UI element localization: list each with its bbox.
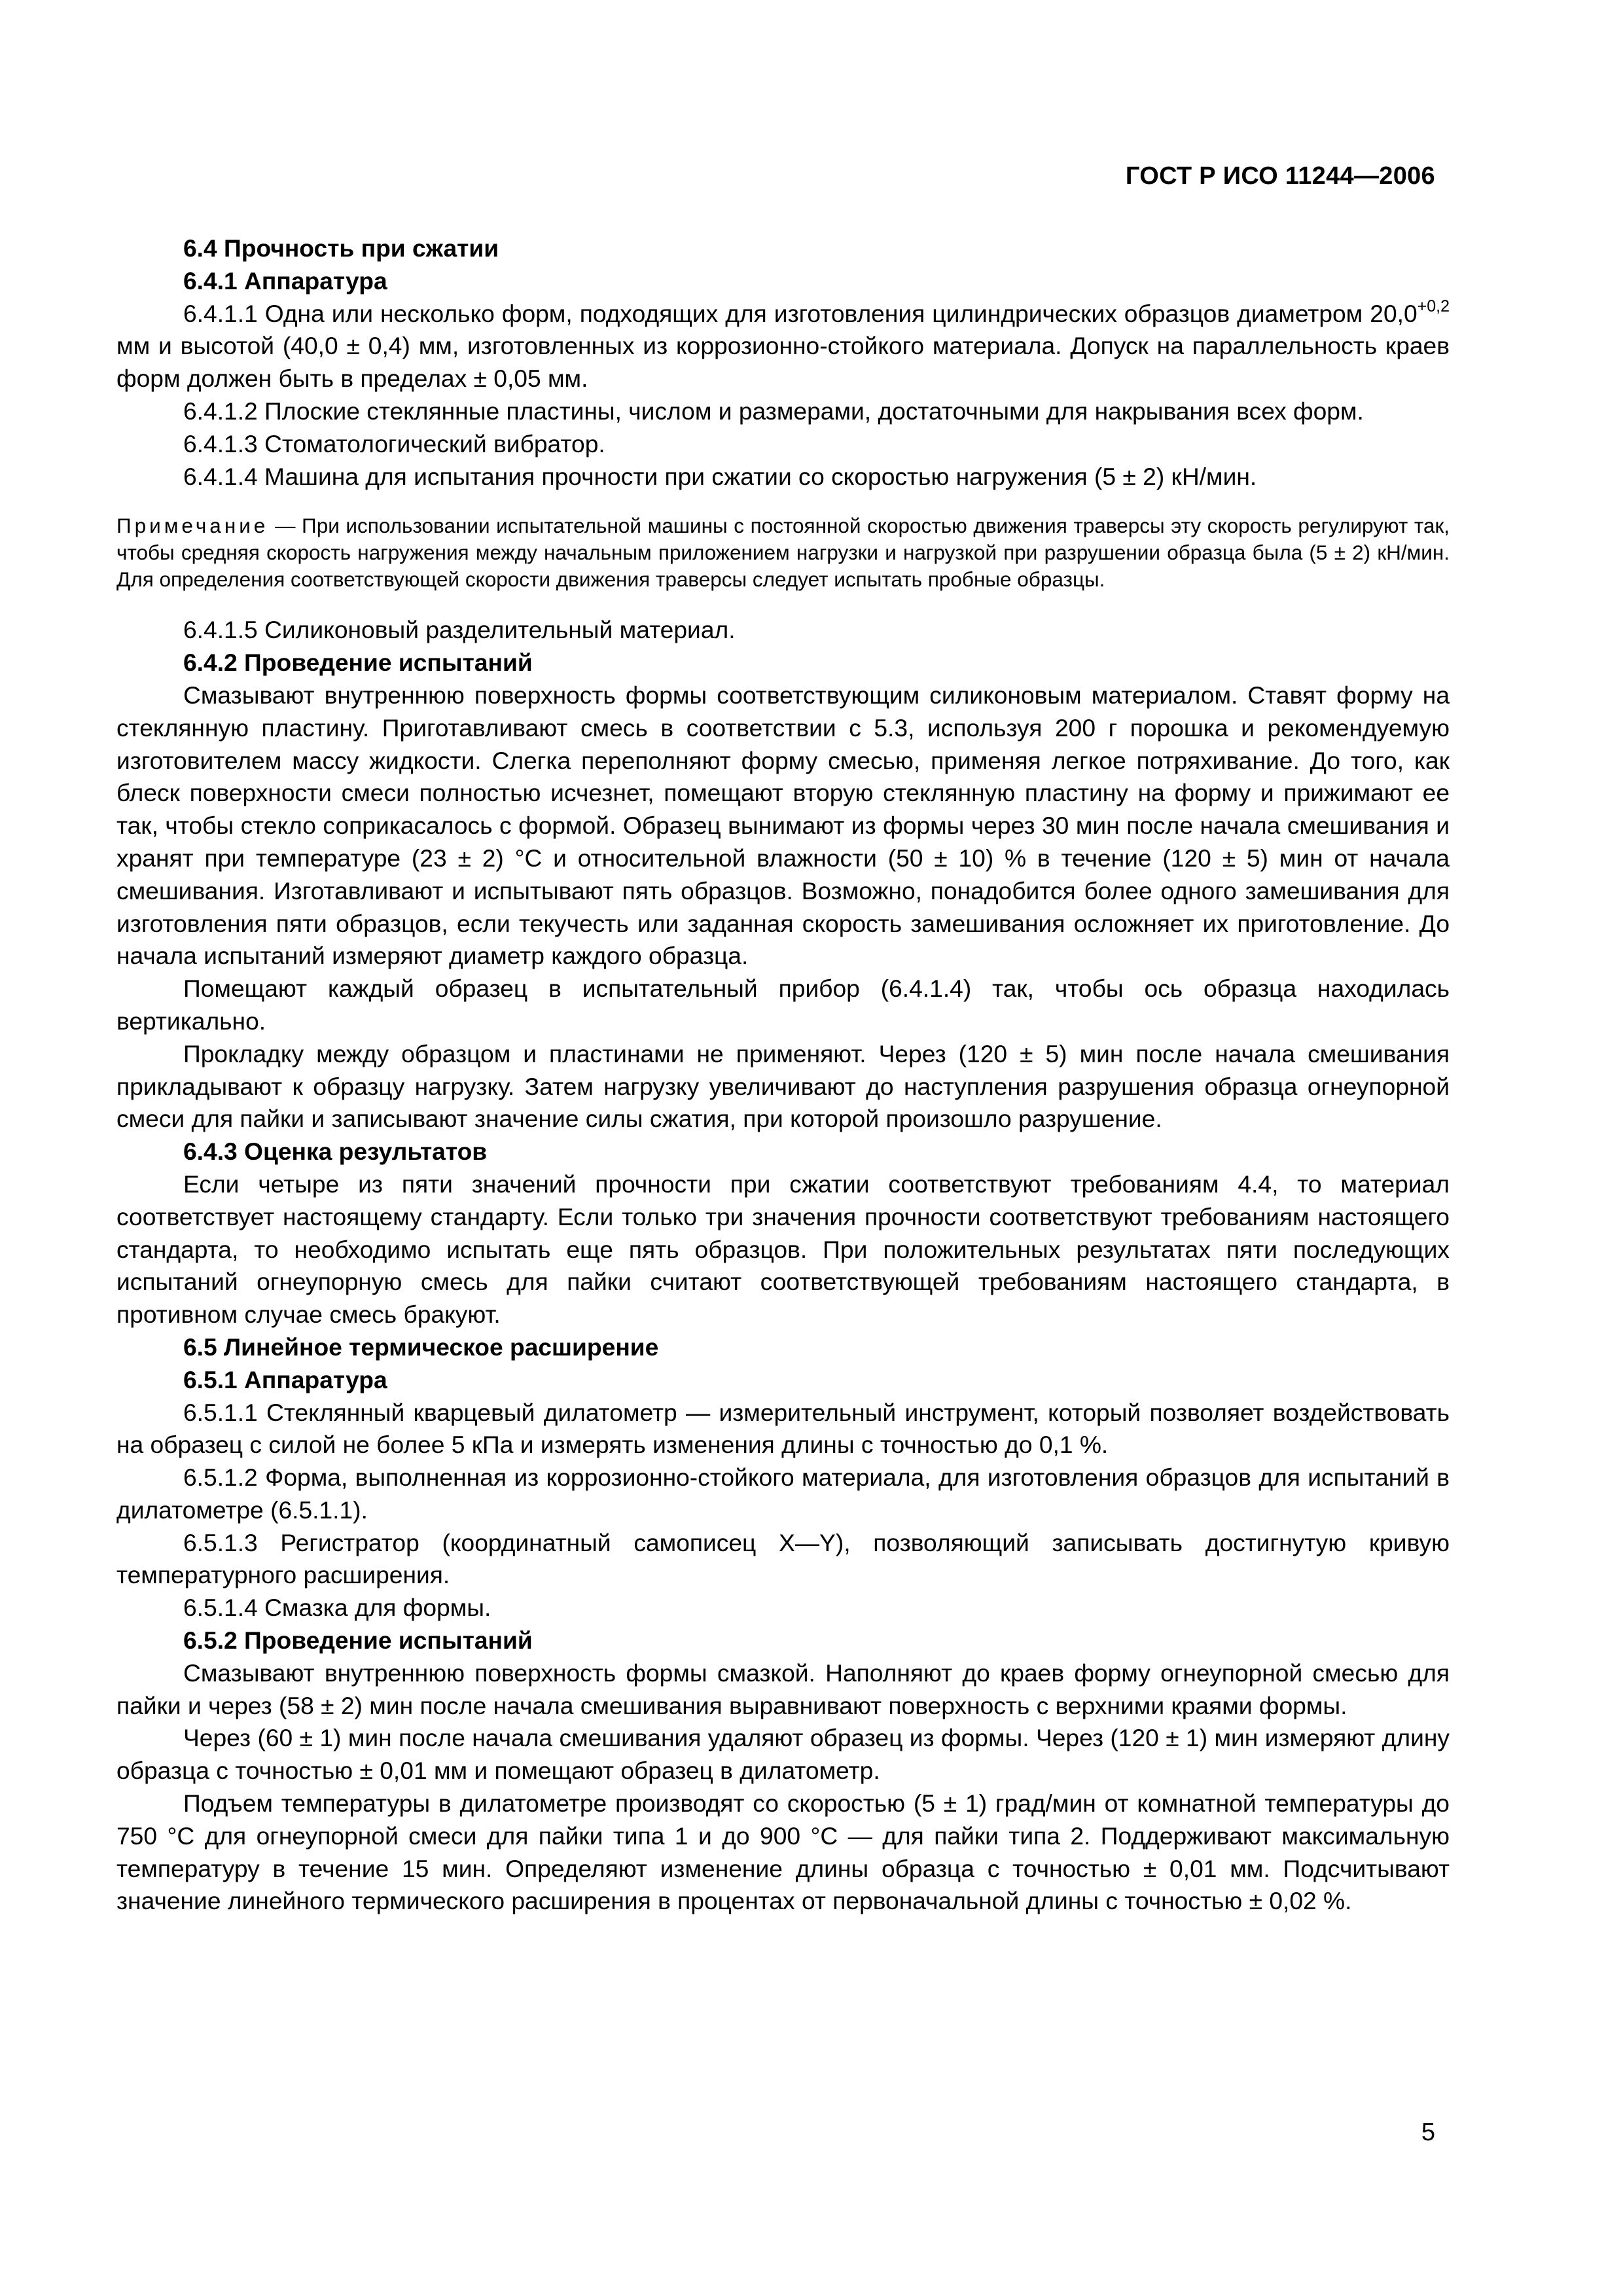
clause-6-4-1-5: 6.4.1.5 Силиконовый разделительный материал. [183, 616, 736, 644]
clause-6-5-1-3: 6.5.1.3 Регистратор (координатный самописец X—Y), позволяющий записывать достигнутую кривую температурного расширения. [116, 1528, 1450, 1589]
document-body [116, 232, 1450, 1918]
paragraph: Помещают каждый образец в испытательный прибор (6.4.1.4) так, чтобы ось образца находилась вертикально. [116, 975, 1450, 1035]
standard-header: ГОСТ Р ИСО 11244—2006 [1125, 162, 1435, 190]
page-number: 5 [1421, 2119, 1435, 2146]
paragraph: Подъем температуры в дилатометре производят со скоростью (5 ± 1) град/мин от комнатной температуры до 750 °С для огнеупорной смеси для пайки типа 1 и до 900 °С — для пайки типа 2. Поддерживают максимальную температуру в течение 15 мин. Определяют изменение длины образца с точностью ± 0,01 мм. Подсчитывают значение линейного термического расширения в процентах от первоначальной длины с точностью ± 0,02 %. [116, 1789, 1450, 1915]
paragraph: Смазывают внутреннюю поверхность формы смазкой. Наполняют до краев форму огнеупорной смесью для пайки и через (58 ± 2) мин после начала смешивания выравнивают поверхность с верхними краями формы. [116, 1659, 1450, 1719]
clause-6-4-1-1-text-a: 6.4.1.1 Одна или несколько форм, подходящих для изготовления цилиндрических образцов диаметром 20,0 [183, 299, 1418, 327]
note [116, 512, 1450, 593]
section-6-5-heading: 6.5 Линейное термическое расширение [183, 1333, 659, 1361]
note-text: — При использовании испытательной машины с постоянной скоростью движения траверсы эту скорость регулируют так, чтобы средняя скорость нагружения между начальным приложением нагрузки и нагрузкой при разрушении образца была (5 ± 2) кН/мин. Для определения соответствующей скорости движения траверсы следует испытать пробные образцы. [116, 514, 1450, 592]
section-6-4-heading: 6.4 Прочность при сжатии [183, 234, 499, 262]
tolerance-superscript: +0,2 [1417, 297, 1450, 316]
section-6-4-2-heading: 6.4.2 Проведение испытаний [183, 649, 533, 677]
section-6-5-2-heading: 6.5.2 Проведение испытаний [183, 1626, 533, 1655]
clause-6-4-1-4: 6.4.1.4 Машина для испытания прочности при сжатии со скоростью нагружения (5 ± 2) кН/мин. [183, 462, 1257, 490]
section-6-4-1-heading: 6.4.1 Аппаратура [183, 266, 387, 295]
paragraph: Через (60 ± 1) мин после начала смешивания удаляют образец из формы. Через (120 ± 1) мин измеряют длину образца с точностью ± 0,01 мм и помещают образец в дилатометр. [116, 1724, 1450, 1785]
paragraph: Если четыре из пяти значений прочности при сжатии соответствуют требованиям 4.4, то материал соответствует настоящему стандарту. Если только три значения прочности соответствуют требованиям настоящего стандарта, то необходимо испытать еще пять образцов. При положительных результатах пяти последующих испытаний огнеупорную смесь для пайки считают соответствующей требованиям настоящего стандарта, в противном случае смесь бракуют. [116, 1170, 1450, 1329]
clause-6-5-1-4: 6.5.1.4 Смазка для формы. [183, 1594, 491, 1622]
paragraph: Смазывают внутреннюю поверхность формы соответствующим силиконовым материалом. Ставят форму на стеклянную пластину. Приготавливают смесь в соответствии с 5.3, используя 200 г порошка и рекомендуемую изготовителем массу жидкости. Слегка переполняют форму смесью, применяя легкое потряхивание. До того, как блеск поверхности смеси полностью исчезнет, помещают вторую стеклянную пластину на форму и прижимают ее так, чтобы стекло соприкасалось с формой. Образец вынимают из формы через 30 мин после начала смешивания и хранят при температуре (23 ± 2) °С и относительной влажности (50 ± 10) % в течение (120 ± 5) мин от начала смешивания. Изготавливают и испытывают пять образцов. Возможно, понадобится более одного замешивания для изготовления пяти образцов, если текучесть или заданная скорость замешивания осложняет их приготовление. До начала испытаний измеряют диаметр каждого образца. [116, 681, 1450, 970]
clause-6-4-1-3: 6.4.1.3 Стоматологический вибратор. [183, 429, 605, 457]
note-label: Примечание [116, 514, 269, 538]
clause-6-4-1-2: 6.4.1.2 Плоские стеклянные пластины, числом и размерами, достаточными для накрывания всех форм. [183, 397, 1364, 425]
clause-6-4-1-1-text-b: мм и высотой (40,0 ± 0,4) мм, изготовленных из коррозионно-стойкого материала. Допуск на параллельность краев форм должен быть в пределах ± 0,05 мм. [116, 332, 1450, 393]
section-6-4-3-heading: 6.4.3 Оценка результатов [183, 1138, 488, 1166]
paragraph: Прокладку между образцом и пластинами не применяют. Через (120 ± 5) мин после начала смешивания прикладывают к образцу нагрузку. Затем нагрузку увеличивают до наступления разрушения образца огнеупорной смеси для пайки и записывают значение силы сжатия, при которой произошло разрушение. [116, 1039, 1450, 1133]
clause-6-5-1-1: 6.5.1.1 Стеклянный кварцевый дилатометр — измерительный инструмент, который позволяет воздействовать на образец с силой не более 5 кПа и измерять изменения длины с точностью до 0,1 %. [116, 1398, 1450, 1459]
clause-6-5-1-2: 6.5.1.2 Форма, выполненная из коррозионно-стойкого материала, для изготовления образцов для испытаний в дилатометре (6.5.1.1). [116, 1463, 1450, 1524]
section-6-5-1-heading: 6.5.1 Аппаратура [183, 1365, 387, 1393]
clause-6-4-1-1 [116, 298, 1450, 395]
